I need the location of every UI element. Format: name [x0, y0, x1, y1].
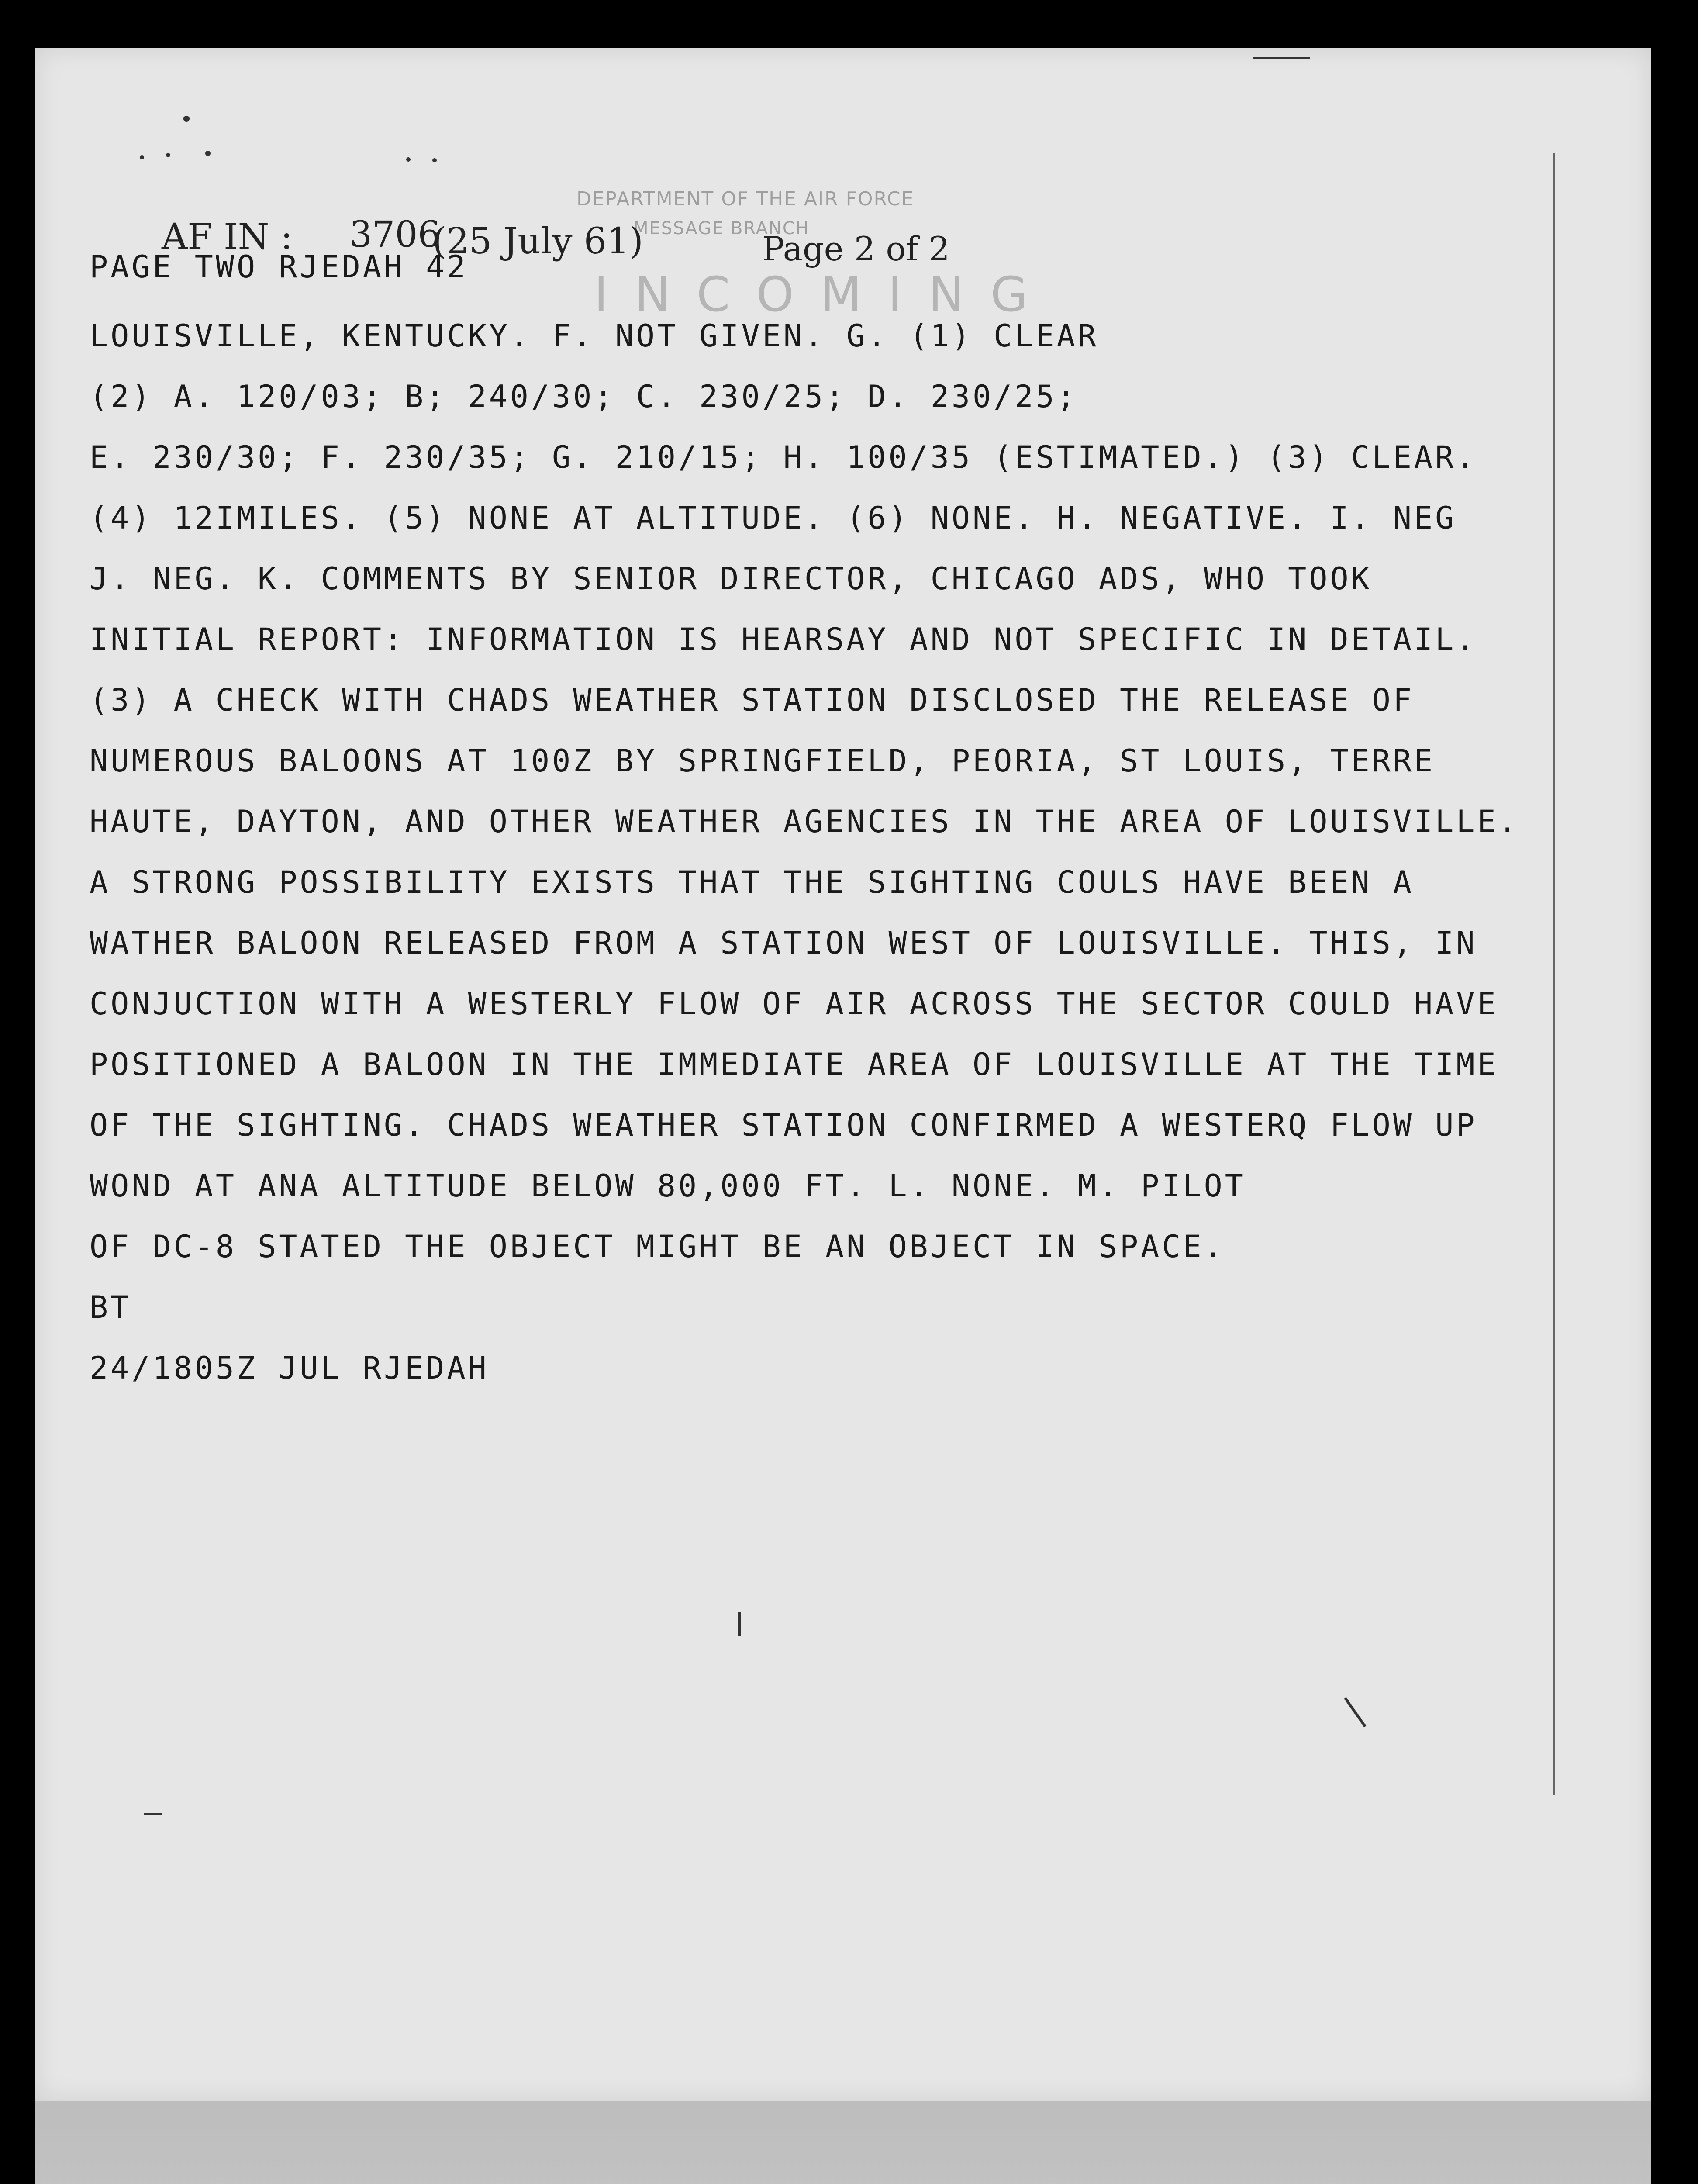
- text-line: (2) A. 120/03; B; 240/30; C. 230/25; D. 230/25;: [90, 379, 1078, 415]
- page-indicator: Page 2 of 2: [762, 229, 950, 268]
- message-body: [90, 306, 1519, 1399]
- speck-mark: [166, 153, 170, 157]
- text-line: J. NEG. K. COMMENTS BY SENIOR DIRECTOR, CHICAGO ADS, WHO TOOK: [90, 561, 1372, 597]
- text-line: POSITIONED A BALOON IN THE IMMEDIATE AREA OF LOUISVILLE AT THE TIME: [90, 1047, 1498, 1082]
- text-line: (3) A CHECK WITH CHADS WEATHER STATION DISCLOSED THE RELEASE OF: [90, 682, 1415, 718]
- right-margin-line: [1553, 153, 1555, 1795]
- speck-mark: [205, 151, 211, 156]
- af-in-label: AF IN :: [162, 216, 293, 258]
- text-line: WATHER BALOON RELEASED FROM A STATION WEST OF LOUISVILLE. THIS, IN: [90, 925, 1477, 961]
- text-line: (4) 12IMILES. (5) NONE AT ALTITUDE. (6) NONE. H. NEGATIVE. I. NEG: [90, 500, 1456, 536]
- text-line: LOUISVILLE, KENTUCKY. F. NOT GIVEN. G. (1) CLEAR: [90, 318, 1099, 354]
- stamp-incoming: INCOMING: [594, 266, 1054, 322]
- speck-mark: [432, 158, 437, 162]
- text-line: 24/1805Z JUL RJEDAH: [90, 1350, 489, 1386]
- speck-mark: [140, 155, 144, 159]
- pen-mark: [144, 1813, 162, 1815]
- text-line: BT: [90, 1289, 132, 1325]
- text-line: OF THE SIGHTING. CHADS WEATHER STATION CONFIRMED A WESTERQ FLOW UP: [90, 1107, 1477, 1143]
- stamp-branch: MESSAGE BRANCH: [633, 218, 810, 238]
- text-line: INITIAL REPORT: INFORMATION IS HEARSAY AND NOT SPECIFIC IN DETAIL.: [90, 622, 1477, 657]
- text-line: NUMEROUS BALOONS AT 100Z BY SPRINGFIELD, PEORIA, ST LOUIS, TERRE: [90, 743, 1436, 779]
- af-in-number: 3706: [349, 214, 441, 256]
- message-date: (25 July 61): [432, 221, 644, 262]
- stamp-department: DEPARTMENT OF THE AIR FORCE: [576, 188, 915, 210]
- text-line: A STRONG POSSIBILITY EXISTS THAT THE SIGHTING COULS HAVE BEEN A: [90, 864, 1415, 900]
- speck-mark: [406, 157, 411, 162]
- text-line: CONJUCTION WITH A WESTERLY FLOW OF AIR ACROSS THE SECTOR COULD HAVE: [90, 986, 1498, 1022]
- text-line: HAUTE, DAYTON, AND OTHER WEATHER AGENCIES IN THE AREA OF LOUISVILLE.: [90, 804, 1519, 840]
- pen-mark: [1253, 57, 1310, 59]
- text-line: OF DC-8 STATED THE OBJECT MIGHT BE AN OBJECT IN SPACE.: [90, 1229, 1225, 1265]
- text-line: WOND AT ANA ALTITUDE BELOW 80,000 FT. L. NONE. M. PILOT: [90, 1168, 1246, 1204]
- film-lower-margin: [35, 2101, 1651, 2184]
- speck-mark: [183, 116, 190, 122]
- message-header: PAGE TWO RJEDAH 42: [90, 249, 468, 285]
- text-line: E. 230/30; F. 230/35; G. 210/15; H. 100/35 (ESTIMATED.) (3) CLEAR.: [90, 439, 1477, 475]
- pen-mark: [738, 1612, 741, 1636]
